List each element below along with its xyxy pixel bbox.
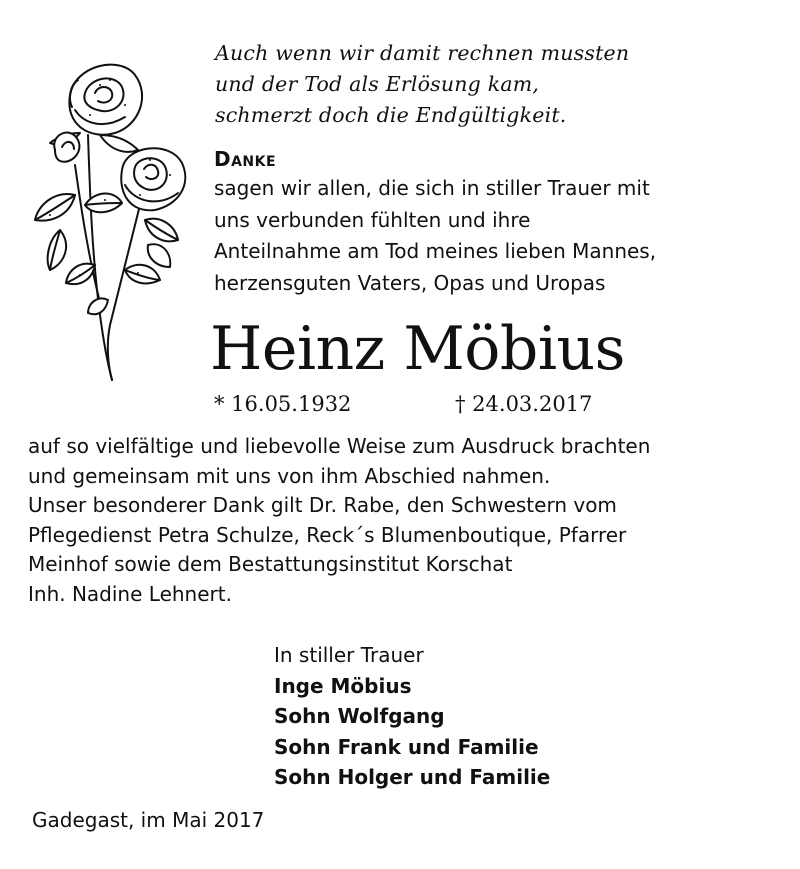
body-line: auf so vielfältige und liebevolle Weise zum Ausdruck brachten: [28, 434, 651, 458]
rose-illustration-icon: [30, 55, 200, 385]
danke-line: uns verbunden fühlten und ihre: [214, 207, 531, 232]
mourner-name: Sohn Wolfgang: [274, 704, 445, 728]
deceased-name: Heinz Möbius: [210, 314, 625, 384]
body-line: Pflegedienst Petra Schulze, Reck´s Blumenboutique, Pfarrer: [28, 522, 627, 547]
danke-line: herzensguten Vaters, Opas und Uropas: [214, 270, 606, 295]
opening-quote: [215, 38, 629, 131]
birth-date: * 16.05.1932: [214, 392, 352, 416]
body-line: Meinhof sowie dem Bestattungsinstitut Korschat: [28, 552, 513, 576]
place-and-date: Gadegast, im Mai 2017: [32, 808, 265, 832]
quote-line: Auch wenn wir damit rechnen mussten: [215, 41, 630, 65]
danke-line: sagen wir allen, die sich in stiller Trauer mit: [214, 176, 650, 200]
body-line: Unser besonderer Dank gilt Dr. Rabe, den Schwestern vom: [28, 493, 617, 517]
thanks-body-text: [28, 432, 650, 609]
signoff-intro: In stiller Trauer: [274, 643, 424, 667]
mourner-name: Sohn Frank und Familie: [274, 734, 539, 759]
danke-heading: Danke: [214, 147, 277, 171]
signoff: [274, 640, 550, 793]
mourner-name: Inge Möbius: [274, 673, 412, 698]
body-line: Inh. Nadine Lehnert.: [28, 581, 232, 606]
mourner-name: Sohn Holger und Familie: [274, 765, 551, 789]
danke-line: Anteilnahme am Tod meines lieben Mannes,: [214, 239, 657, 263]
quote-line: schmerzt doch die Endgültigkeit.: [215, 103, 567, 127]
danke-text: [214, 173, 656, 299]
death-date: † 24.03.2017: [455, 392, 593, 416]
body-line: und gemeinsam mit uns von ihm Abschied nahmen.: [28, 463, 551, 488]
quote-line: und der Tod als Erlösung kam,: [215, 72, 540, 96]
